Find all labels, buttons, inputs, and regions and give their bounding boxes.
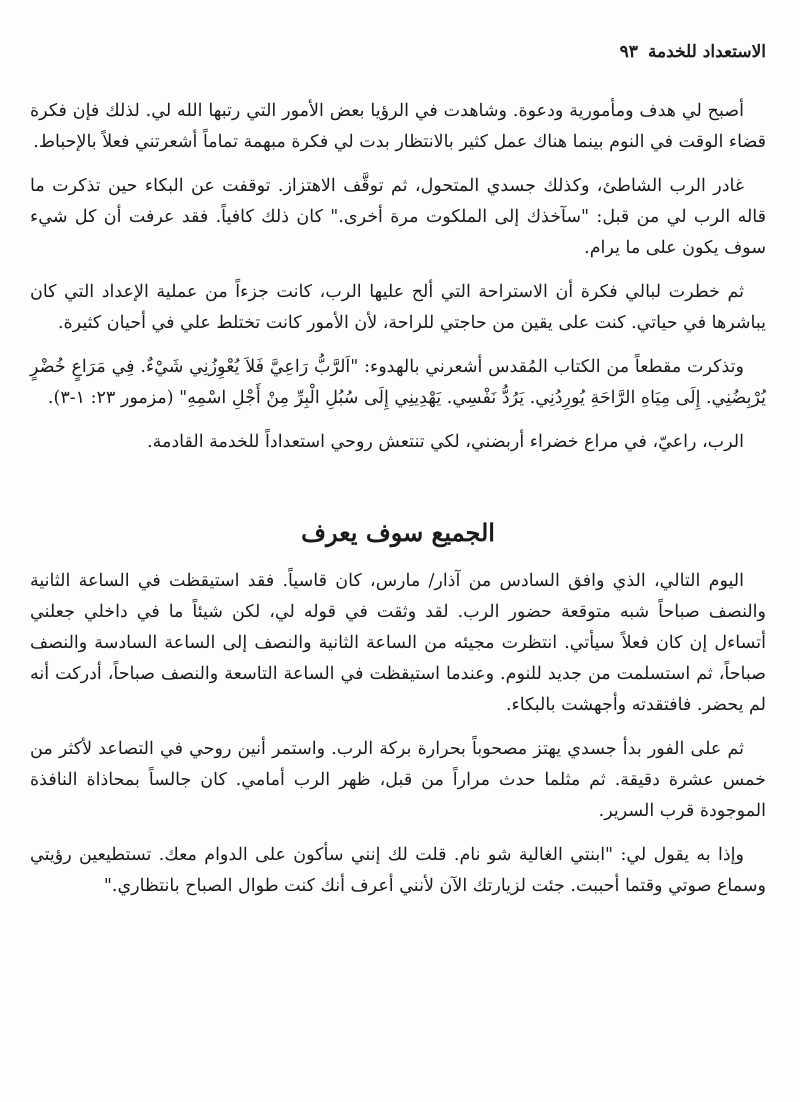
section-heading: الجميع سوف يعرف — [301, 518, 495, 547]
paragraph: وإذا به يقول لي: "ابنتي الغالية شو نام. قلت لك إنني سأكون على الدوام معك. تستطيعين رؤيتي وسماع صوتي وقتما أحببت. جئت لزيارتك الآن لأنني أعرف أنك كنت طوال الصباح بانتظاري." — [30, 845, 766, 896]
scripture-paragraph: وتذكرت مقطعاً من الكتاب المُقدس أشعرني بالهدوء: "اَلرَّبُّ رَاعِيَّ فَلاَ يُعْوِزُنِي شَيْءٌ. فِي مَرَاعٍ خُضْرٍ يُرْبِضُنِي. إِلَى مِيَاهِ الرَّاحَةِ يُورِدُنِي. يَرُدُّ نَفْسِي. يَهْدِينِي إِلَى سُبُلِ الْبِرِّ مِنْ أَجْلِ اسْمِهِ" (مزمور ٢٣: ١-٣). — [30, 357, 766, 408]
paragraph: ثم على الفور بدأ جسدي يهتز مصحوباً بحرارة بركة الرب. واستمر أنين روحي في التصاعد لأكثر من خمس عشرة دقيقة. ثم مثلما حدث مراراً من قبل، ظهر الرب أمامي. كان جالساً بمحاذاة النافذة الموجودة قرب السرير. — [30, 739, 766, 821]
paragraph: غادر الرب الشاطئ، وكذلك جسدي المتحول، ثم توقَّف الاهتزاز. توقفت عن البكاء حين تذكرت ما قاله الرب لي من قبل: "سآخذك إلى الملكوت مرة أخرى." كان ذلك كافياً. فقد عرفت أن كل شيء سوف يكون على ما يرام. — [30, 176, 766, 258]
running-header — [40, 42, 766, 72]
paragraph: ثم خطرت لبالي فكرة أن الاستراحة التي ألح عليها الرب، كانت جزءاً من عملية الإعداد التي كان يباشرها في حياتي. كنت على يقين من حاجتي للراحة، لأن الأمور كانت تختلط علي في أحيان كثيرة. — [30, 282, 766, 333]
page-body — [30, 96, 766, 915]
page-number: ٩٣ — [619, 42, 638, 62]
chapter-running-title: الاستعداد للخدمة — [647, 42, 766, 62]
paragraph: اليوم التالي، الذي وافق السادس من آذار/ مارس، كان قاسياً. فقد استيقظت في الساعة الثانية والنصف صباحاً شبه متوقعة حضور الرب. لقد وثقت في قوله لي، لكن شيئاً ما في داخلي جعلني أتساءل إن كان فعلاً سيأتي. انتظرت مجيئه من الساعة الثانية والنصف إلى الساعة السادسة والنصف صباحاً، ثم استسلمت من جديد للنوم. وعندما استيقظت في الساعة التاسعة والنصف صباحاً، أدركت أنه لم يحضر. فافتقدته وأجهشت بالبكاء. — [30, 571, 766, 715]
paragraph: الرب، راعيّ، في مراع خضراء أربضني، لكي تنتعش روحي استعداداً للخدمة القادمة. — [147, 432, 744, 452]
paragraph: أصبح لي هدف ومأمورية ودعوة. وشاهدت في الرؤيا بعض الأمور التي رتبها الله لي. لذلك فإن فكرة قضاء الوقت في النوم بينما هناك عمل كثير بالانتظار بدت لي فكرة مبهمة تماماً أشعرتني فعلاً بالإحباط. — [30, 101, 766, 152]
